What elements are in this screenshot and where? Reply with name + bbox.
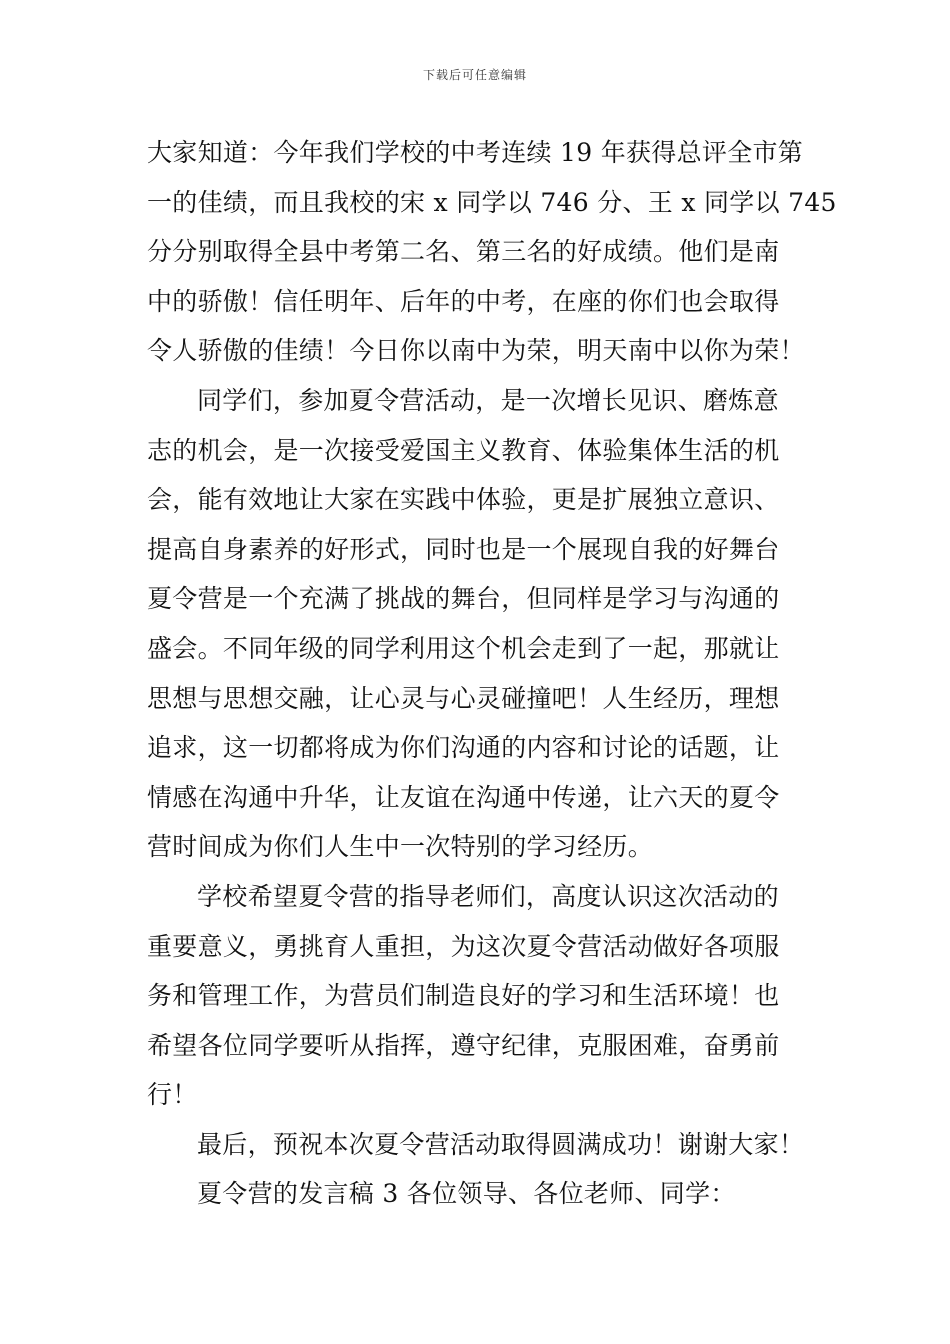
text-line: 营时间成为你们人生中一次特别的学习经历。: [147, 832, 654, 862]
text-line: 夏令营是一个充满了挑战的舞台，但同样是学习与沟通的: [147, 584, 780, 614]
text-line: 志的机会，是一次接受爱国主义教育、体验集体生活的机: [147, 435, 780, 465]
text-line: 一的佳绩，而且我校的宋 x 同学以 746 分、王 x 同学以 745: [147, 187, 837, 217]
text-line: 盛会。不同年级的同学利用这个机会走到了一起，那就让: [147, 633, 780, 663]
text-line: 会，能有效地让大家在实践中体验，更是扩展独立意识、: [147, 485, 780, 515]
text-line: 令人骄傲的佳绩！今日你以南中为荣，明天南中以你为荣！: [147, 336, 805, 366]
text-line: 重要意义，勇挑育人重担，为这次夏令营活动做好各项服: [147, 931, 780, 961]
text-line: 行！: [147, 1080, 198, 1110]
document-body: [147, 128, 837, 1219]
text-line: 学校希望夏令营的指导老师们，高度认识这次活动的: [197, 881, 779, 911]
text-line: 务和管理工作，为营员们制造良好的学习和生活环境！也: [147, 981, 780, 1011]
text-line: 希望各位同学要听从指挥，遵守纪律，克服困难，奋勇前: [147, 1030, 780, 1060]
text-line: 同学们，参加夏令营活动，是一次增长见识、磨炼意: [197, 385, 779, 415]
text-line: 大家知道：今年我们学校的中考连续 19 年获得总评全市第: [147, 138, 804, 167]
text-line: 提高自身素养的好形式，同时也是一个展现自我的好舞台: [147, 534, 780, 564]
text-line: 追求，这一切都将成为你们沟通的内容和讨论的话题，让: [147, 733, 780, 763]
text-line: 思想与思想交融，让心灵与心灵碰撞吧！人生经历，理想: [147, 683, 780, 713]
text-line: 分分别取得全县中考第二名、第三名的好成绩。他们是南: [147, 237, 780, 267]
text-line: 情感在沟通中升华，让友谊在沟通中传递，让六天的夏令: [147, 782, 780, 812]
text-line: 中的骄傲！信任明年、后年的中考，在座的你们也会取得: [147, 286, 780, 316]
text-line: 夏令营的发言稿 3 各位领导、各位老师、同学：: [197, 1179, 736, 1209]
page-header: 下载后可任意编辑: [422, 68, 527, 82]
text-line: 最后，预祝本次夏令营活动取得圆满成功！谢谢大家！: [197, 1129, 805, 1159]
